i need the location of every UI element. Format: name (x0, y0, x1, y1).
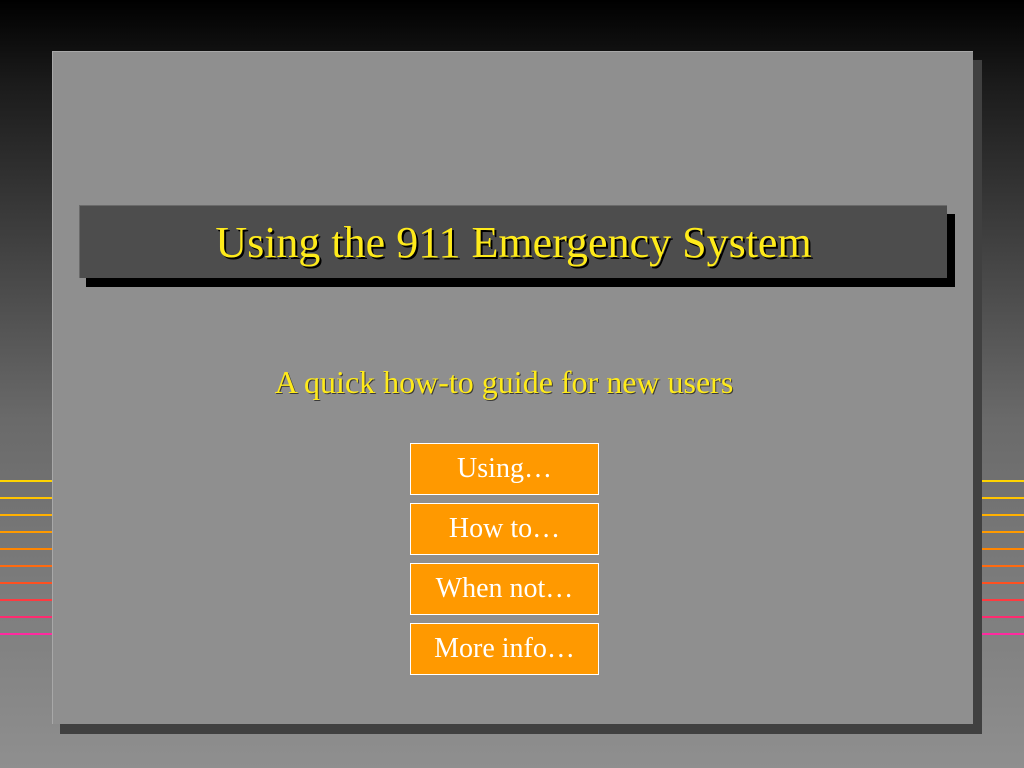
decorative-line (0, 565, 52, 567)
decorative-line (0, 548, 52, 550)
decorative-line (0, 633, 52, 635)
slide-subtitle: A quick how-to guide for new users (274, 364, 734, 400)
using-button[interactable]: Using… (410, 443, 599, 495)
more-info-button[interactable]: More info… (410, 623, 599, 675)
decorative-line (0, 480, 52, 482)
decorative-line (0, 616, 52, 618)
decorative-line (0, 514, 52, 516)
slide-title: Using the 911 Emergency System (215, 217, 812, 267)
title-bar (79, 205, 947, 278)
how-to-button[interactable]: How to… (410, 503, 599, 555)
when-not-button[interactable]: When not… (410, 563, 599, 615)
decorative-line (0, 497, 52, 499)
decorative-line (0, 599, 52, 601)
decorative-line (0, 531, 52, 533)
decorative-lines-left (0, 478, 52, 658)
decorative-line (0, 582, 52, 584)
